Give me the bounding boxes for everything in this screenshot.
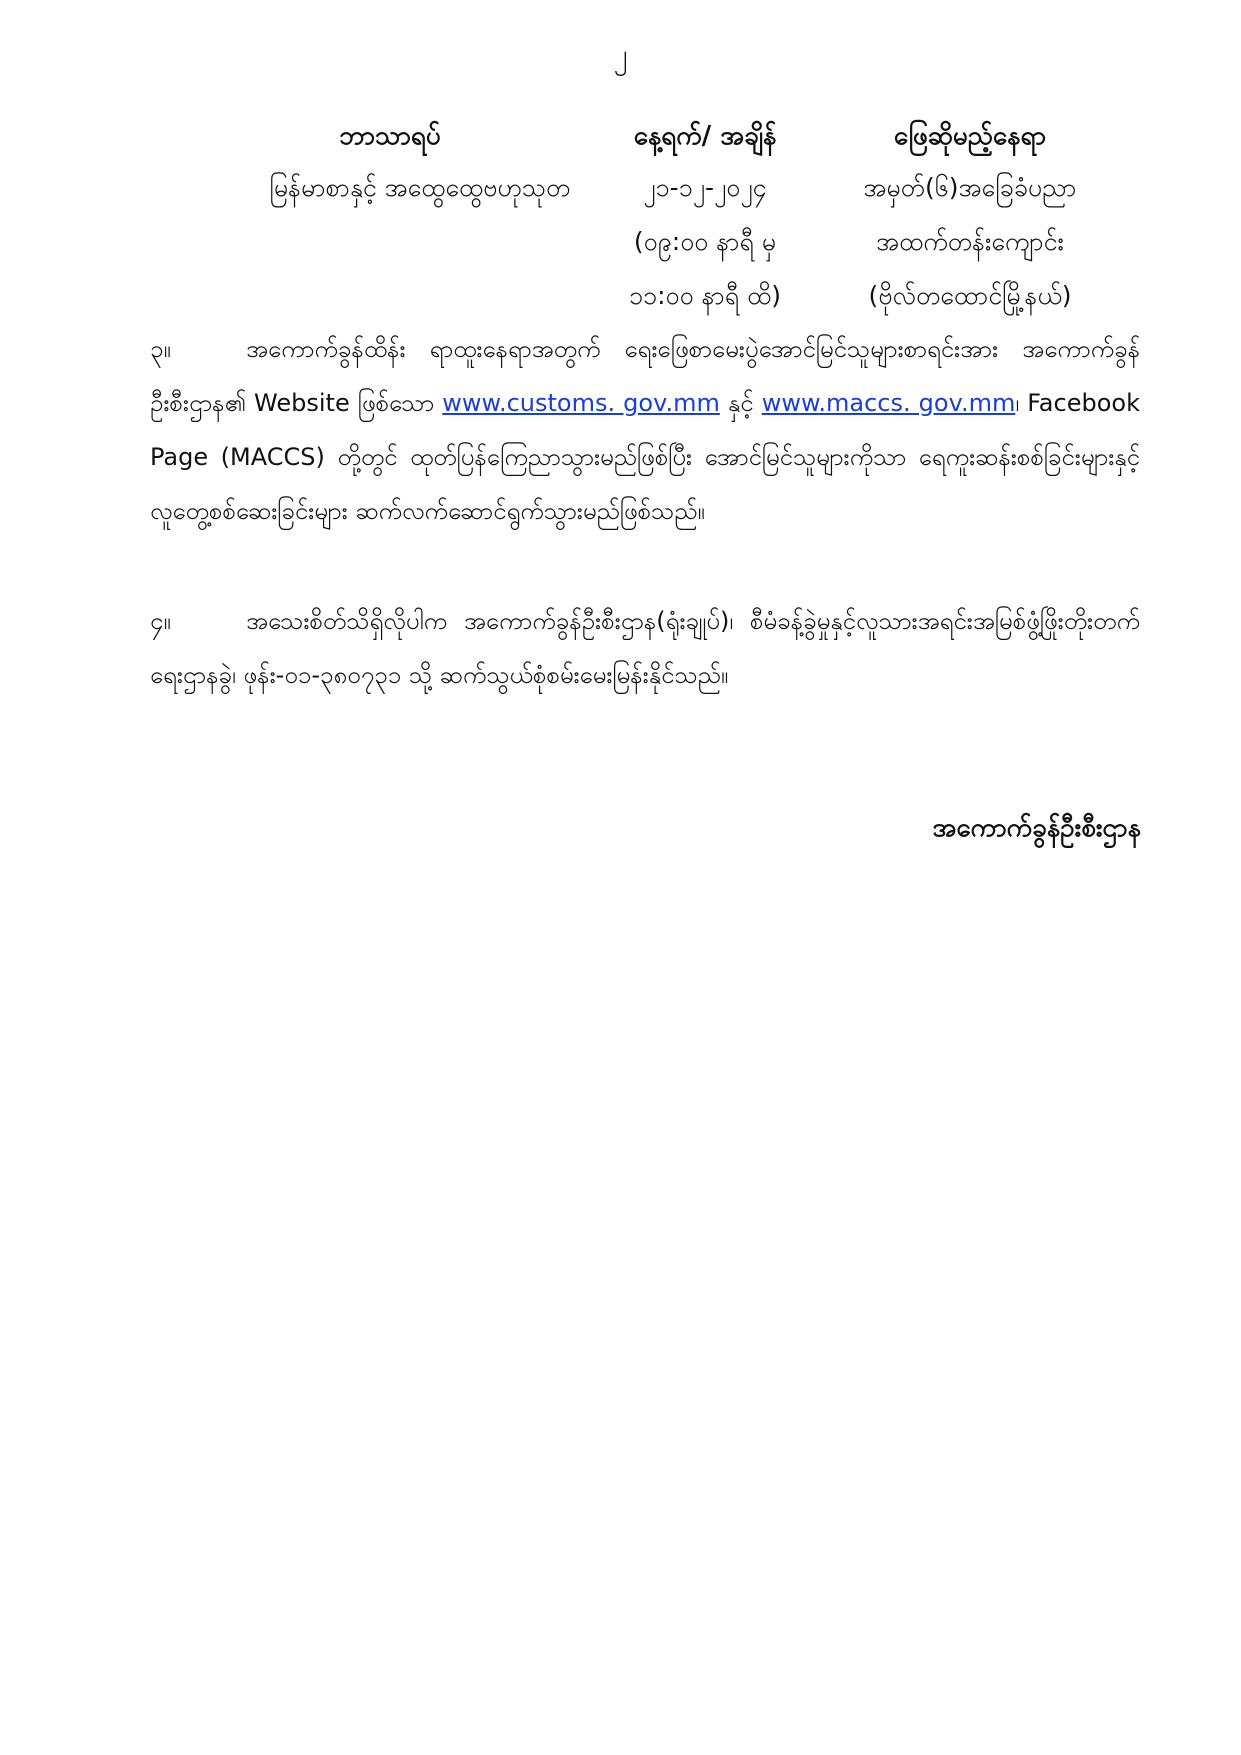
cell-venue-line1: အမှတ်(၆)အခြေခံပညာ	[863, 173, 1077, 202]
cell-time-from: (၀၉:၀၀ နာရီ မှ	[633, 227, 777, 256]
header-venue: ဖြေဆိုမည့်နေရာ	[893, 121, 1047, 151]
paragraph-4-number: ၄။	[150, 607, 171, 635]
header-datetime: နေ့ရက်/ အချိန်	[633, 121, 777, 151]
cell-time-to: ၁၁:၀၀ နာရီ ထိ)	[628, 281, 782, 310]
signature-department: အကောက်ခွန်ဦးစီးဌာန	[932, 813, 1141, 843]
exam-schedule-table	[0, 118, 1241, 318]
paragraph-4	[150, 594, 1140, 702]
cell-venue-line2: အထက်တန်းကျောင်း	[876, 227, 1064, 256]
paragraph-3-text-b: နှင့်	[719, 389, 762, 417]
cell-subject: မြန်မာစာနှင့် အထွေထွေဗဟုသုတ	[269, 173, 571, 202]
cell-venue-line3: (ဗိုလ်တထောင်မြို့နယ်)	[868, 281, 1072, 310]
paragraph-3-number: ၃။	[150, 335, 171, 363]
cell-date: ၂၁-၁၂-၂၀၂၄	[643, 173, 767, 202]
paragraph-4-text: အသေးစိတ်သိရှိလိုပါက အကောက်ခွန်ဦးစီးဌာန(ရုံးချုပ်)၊ စီမံခန့်ခွဲမှုနှင့်လူသားအရင်းအမြစ်ဖွံ့ဖြိုးတိုးတက်ရေးဌာနခွဲ၊ ဖုန်း-၀၁-၃၈၀၇၃၁ သို့ ဆက်သွယ်စုံစမ်းမေးမြန်းနိုင်သည်။	[150, 607, 1140, 689]
page-number: ၂	[613, 38, 628, 71]
header-subject: ဘာသာရပ်	[339, 121, 441, 151]
paragraph-3-text-c: ၊ Facebook Page (MACCS) တို့တွင် ထုတ်ပြန်ကြေညာသွားမည်ဖြစ်ပြီး အောင်မြင်သူများကိုသာ ရေကူးဆန်းစစ်ခြင်းများနှင့် လူတွေ့စစ်ဆေးခြင်းများ ဆက်လက်ဆောင်ရွက်သွားမည်ဖြစ်သည်။	[150, 389, 1140, 525]
maccs-website-link[interactable]: www.maccs. gov.mm	[761, 389, 1016, 417]
paragraph-3	[150, 322, 1140, 538]
customs-website-link[interactable]: www.customs. gov.mm	[442, 389, 720, 417]
paragraph-3-text-a: အကောက်ခွန်ထိန်း ရာထူးနေရာအတွက် ရေးဖြေစာမေးပွဲအောင်မြင်သူများစာရင်းအား အကောက်ခွန်ဦးစီးဌာန၏ Website ဖြစ်သော	[150, 335, 1140, 417]
